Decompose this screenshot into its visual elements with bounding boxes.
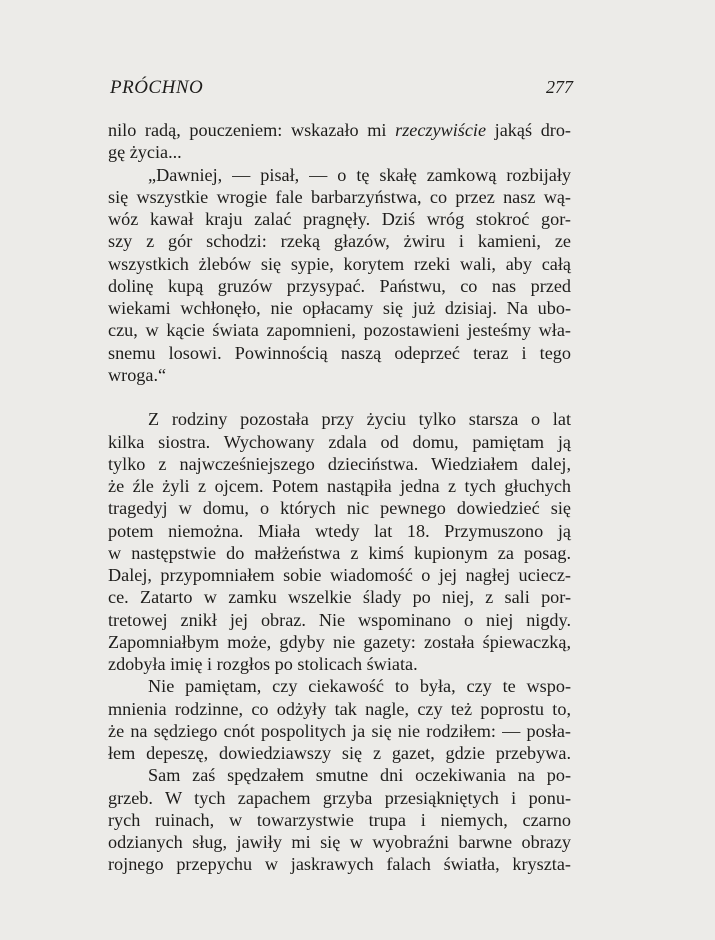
text-line: Nie pamiętam, czy ciekawość to była, czy te wspo-	[148, 676, 571, 696]
running-title: PRÓCHNO	[110, 77, 204, 98]
text-line: szy z gór schodzi: rzeką głazów, żwiru i kamieni, ze	[108, 231, 571, 251]
italic-word: rzeczywiście	[395, 120, 487, 140]
text-line: Z rodziny pozostała przy życiu tylko starsza o lat	[148, 409, 571, 429]
text-line: wszystkich żlebów się sypie, korytem rzeki wali, aby całą	[108, 254, 571, 274]
text-line: mnienia rodzinne, co odżyły tak nagle, czy też poprostu to,	[108, 699, 571, 719]
text-line: rojnego przepychu w jaskrawych falach światła, kryszta-	[108, 854, 571, 874]
text-line: potem niemożna. Miała wtedy lat 18. Przymuszono ją	[108, 521, 571, 541]
text-line: gę życia...	[108, 142, 182, 162]
text-line: wiekami wchłonęło, nie opłacamy się już dzisiaj. Na ubo-	[108, 298, 571, 318]
text-line: ce. Zatarto w zamku wszelkie ślady po niej, z sali por-	[108, 587, 571, 607]
text-line: grzeb. W tych zapachem grzyba przesiąkniętych i ponu-	[108, 788, 571, 808]
text-line: łem depeszę, dowiedziawszy się z gazet, gdzie przebywa.	[108, 743, 571, 763]
text-line: Zapomniałbym może, gdyby nie gazety: została śpiewaczką,	[108, 632, 571, 652]
text-line: że na sędziego cnót pospolitych ja się nie rodziłem: — posła-	[108, 721, 571, 741]
text-line: nilo radą, pouczeniem: wskazało mi rzeczywiście jakąś dro-	[108, 120, 571, 140]
text-line: wroga.“	[108, 365, 167, 385]
text-line: „Dawniej, — pisał, — o tę skałę zamkową rozbijały	[148, 165, 571, 185]
text-line: odzianych sług, jawiły mi się w wyobraźni barwne obrazy	[108, 832, 571, 852]
page-number: 277	[546, 77, 573, 97]
text-line: tragedyj w domu, o których nic pewnego dowiedzieć się	[108, 498, 571, 518]
text-line: Sam zaś spędzałem smutne dni oczekiwania na po-	[148, 765, 571, 785]
text-line: Dalej, przypomniałem sobie wiadomość o jej nagłej uciecz-	[108, 565, 571, 585]
text-line: kilka siostra. Wychowany zdala od domu, pamiętam ją	[108, 432, 571, 452]
text-line: snemu losowi. Powinnością naszą odeprzeć teraz i tego	[108, 343, 571, 363]
text-line: rych ruinach, w towarzystwie trupa i niemych, czarno	[108, 810, 571, 830]
text-line: tretowej znikł jej obraz. Nie wspominano o niej nigdy.	[108, 610, 571, 630]
page-header	[110, 77, 573, 101]
text-line: tylko z najwcześniejszego dzieciństwa. Wiedziałem dalej,	[108, 454, 571, 474]
text-line: że źle żyli z ojcem. Potem nastąpiła jedna z tych głuchych	[108, 476, 571, 496]
text-line: w następstwie do małżeństwa z kimś kupionym za posag.	[108, 543, 571, 563]
text-line: wóz kawał kraju zalać pragnęły. Dziś wróg stokroć gor-	[108, 209, 571, 229]
text-line: czu, w kącie świata zapomnieni, pozostawieni jesteśmy wła-	[108, 320, 571, 340]
text-line: się wszystkie wrogie fale barbarzyństwa, co przez nasz wą-	[108, 187, 571, 207]
text-line: zdobyła imię i rozgłos po stolicach świata.	[108, 654, 418, 674]
text-line: dolinę kupą gruzów przysypać. Państwu, co nas przed	[108, 276, 571, 296]
